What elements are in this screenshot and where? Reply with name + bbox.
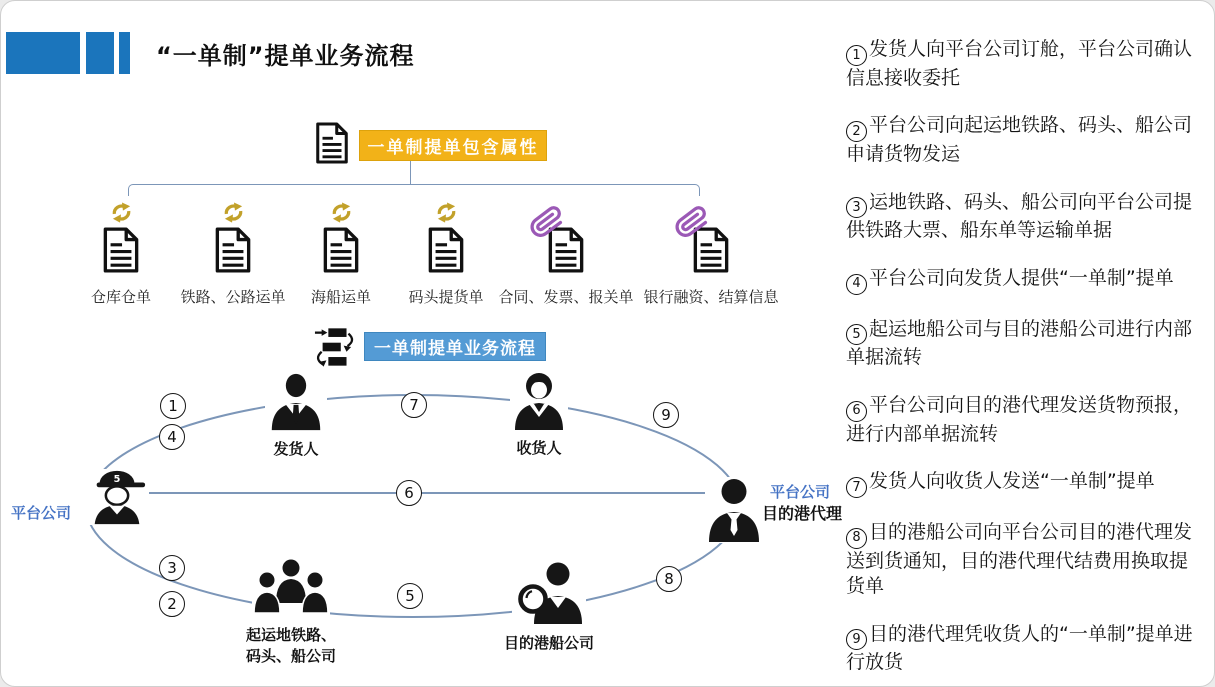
flow-marker-5: 5 [397,583,423,609]
actor-label: 目的港船公司 [504,634,595,652]
step-text: 平台公司向目的港代理发送货物预报，进行内部单据流转 [846,393,1193,445]
step-6 [846,393,1198,447]
header-accent-bar [119,32,130,74]
flow-marker-9: 9 [653,402,679,428]
flow-marker-7: 7 [401,392,427,418]
header-accent-bar [86,32,114,74]
workflow-icon [314,326,358,372]
step-number: 7 [846,477,867,498]
businesswoman-icon [510,372,568,430]
step-2 [846,113,1198,167]
actor-dest-ship-company [504,562,595,653]
paperclip-icon [675,202,709,246]
flow-marker-4: 4 [159,424,185,450]
attributes-header-label: 一单制提单包含属性 [359,130,547,161]
step-number: 1 [846,45,867,66]
businessman-icon [265,373,327,431]
platform-right-label: 平台公司 [770,483,831,501]
flow-marker-8: 8 [656,566,682,592]
flow-marker-1: 1 [160,393,186,419]
step-number: 6 [846,401,867,422]
people-group-icon [252,559,330,617]
process-steps-panel [846,37,1198,676]
attr-item-contract-invoice [491,198,641,307]
step-text: 目的港代理凭收货人的“一单制”提单进行放货 [846,622,1193,674]
document-icon [425,226,467,278]
document-icon [545,226,587,278]
step-text: 发货人向平台公司订舱，平台公司确认信息接收委托 [846,38,1193,89]
actor-consignee [508,372,570,458]
actor-label: 收货人 [516,439,562,457]
inspector-magnifier-icon [512,562,586,624]
actor-consignor [261,373,331,459]
document-icon [313,121,351,169]
step-text: 发货人向收货人发送“一单制”提单 [869,470,1155,492]
step-3 [846,190,1198,244]
step-number: 8 [846,528,867,549]
tree-connector-vertical [410,161,411,185]
dest-agent-label: 目的港代理 [762,504,843,523]
step-9 [846,622,1198,676]
step-5 [846,317,1198,371]
actor-origin-group [246,559,337,667]
document-icon [212,226,254,278]
step-text: 平台公司向发货人提供“一单制”提单 [869,266,1174,289]
attr-item-label: 码头提货单 [408,288,484,306]
header-accent-bar [6,32,80,74]
step-number: 9 [846,629,867,650]
actor-label: 发货人 [273,440,319,458]
step-text: 目的港船公司向平台公司目的港代理发送到货通知，目的港代理代结费用换取提货单 [846,520,1193,597]
step-text: 运地铁路、码头、船公司向平台公司提供铁路大票、船东单等运输单据 [846,190,1193,242]
attr-item-label: 海船运单 [310,288,371,306]
attr-item-label: 银行融资、结算信息 [643,288,779,306]
actor-label: 起运地铁路、 [246,626,337,644]
tree-connector-bracket [128,184,700,196]
attr-item-label: 仓库仓单 [90,288,151,306]
step-4 [846,266,1198,295]
step-1 [846,37,1198,91]
refresh-icon [222,198,245,224]
refresh-icon [330,198,353,224]
document-icon [100,226,142,278]
flow-marker-2: 2 [159,591,185,617]
document-icon [690,226,732,278]
refresh-icon [110,198,133,224]
attr-item-bank-finance [636,198,786,307]
attr-item-label: 合同、发票、报关单 [498,288,634,306]
attr-item-label: 铁路、公路运单 [180,288,286,306]
paperclip-icon [530,202,564,246]
flow-header-label: 一单制提单业务流程 [364,332,546,361]
refresh-icon [435,198,458,224]
platform-worker-icon [85,469,149,525]
actor-label: 码头、船公司 [246,647,337,665]
step-number: 3 [846,197,867,218]
dest-agent-icon [705,477,763,543]
svg-text:5: 5 [113,473,121,485]
step-number: 5 [846,324,867,345]
step-8 [846,520,1198,600]
flow-marker-6: 6 [396,480,422,506]
step-text: 起运地船公司与目的港船公司进行内部单据流转 [846,317,1193,369]
step-text: 平台公司向起运地铁路、码头、船公司申请货物发运 [846,114,1193,165]
page-title: “一单制”提单业务流程 [156,42,415,70]
step-number: 2 [846,121,867,142]
step-number: 4 [846,274,867,295]
flow-marker-3: 3 [159,555,185,581]
platform-left-label: 平台公司 [11,504,72,522]
step-7 [846,469,1198,498]
document-icon [320,226,362,278]
